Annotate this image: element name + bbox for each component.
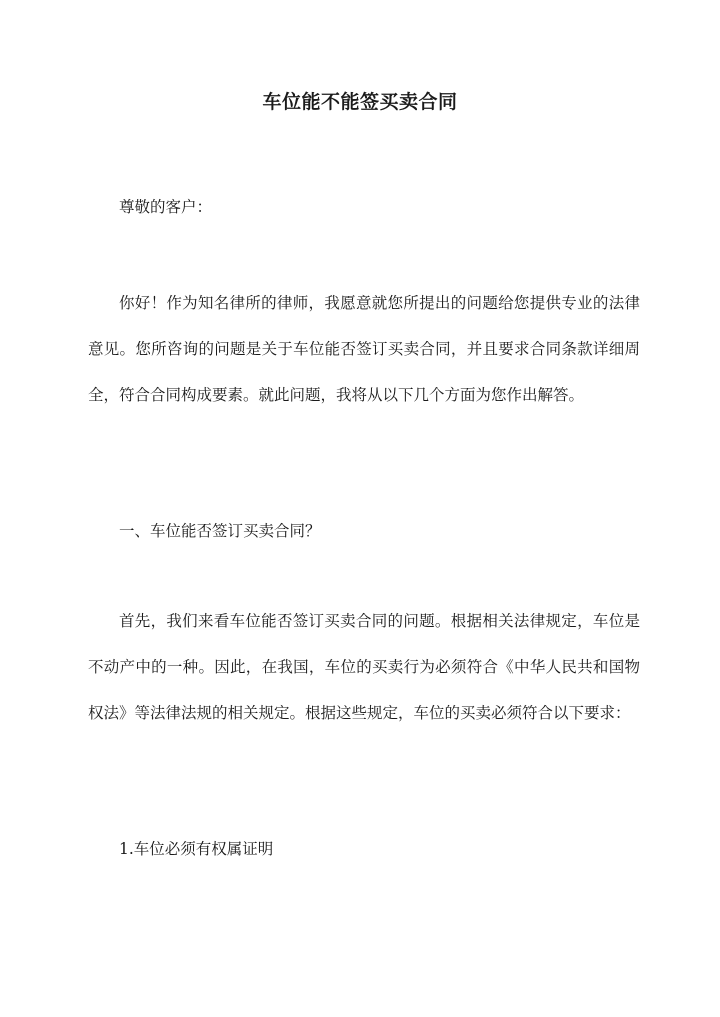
section-heading: 一、车位能否签订买卖合同？ xyxy=(119,522,321,540)
intro-paragraph: 你好！作为知名律所的律师，我愿意就您所提出的问题给您提供专业的法律意见。您所咨询的问题是关于车位能否签订买卖合同，并且要求合同条款详细周全，符合合同构成要素。就此问题，我将从以下几个方面为您作出解答。 xyxy=(88,294,640,404)
greeting-paragraph: 尊敬的客户： xyxy=(119,198,213,216)
document-title: 车位能不能签买卖合同 xyxy=(262,91,458,113)
list-item: 1.车位必须有权属证明 xyxy=(119,840,274,858)
body-paragraph: 首先，我们来看车位能否签订买卖合同的问题。根据相关法律规定，车位是不动产中的一种。因此，在我国，车位的买卖行为必须符合《中华人民共和国物权法》等法律法规的相关规定。根据这些规定，车位的买卖必须符合以下要求： xyxy=(88,612,640,722)
